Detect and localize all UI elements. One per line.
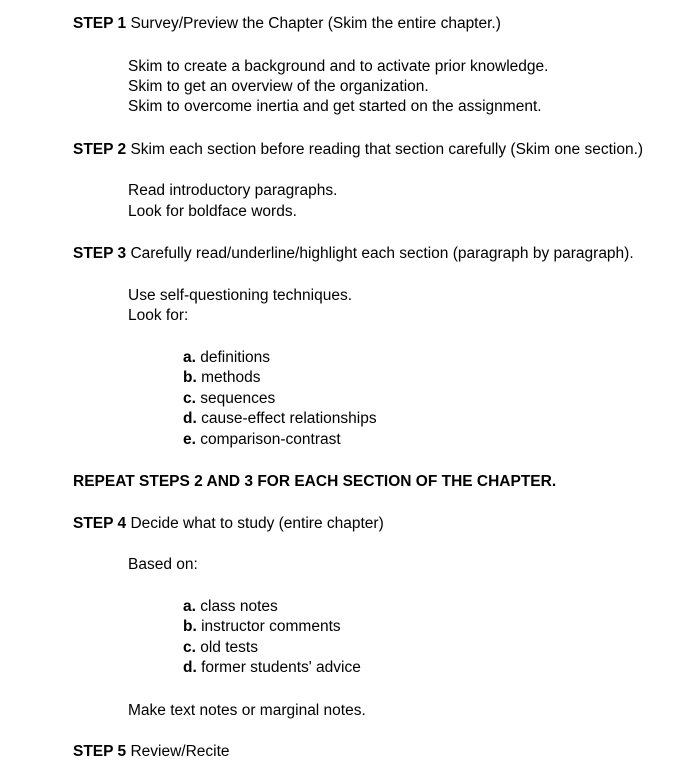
- sub-text: instructor comments: [196, 618, 341, 635]
- step-4-sub-d: [183, 658, 361, 678]
- sub-letter: b.: [183, 369, 197, 386]
- step-4-heading: [73, 514, 384, 534]
- step-1-item-2-text: Skim to get an overview of the organization.: [128, 78, 429, 95]
- step-3-sub-d: [183, 409, 377, 429]
- step-3-item-2: Look for:: [128, 307, 189, 324]
- step-1-label: STEP 1: [73, 15, 127, 32]
- step-2-heading: [73, 140, 643, 160]
- step-1-item-3: Skim to overcome inertia and get started on the assignment.: [128, 98, 542, 115]
- step-5-heading: [73, 742, 230, 762]
- step-2-item-2: Look for boldface words.: [128, 203, 297, 220]
- step-1-item-2[interactable]: [128, 77, 429, 97]
- step-3-item-1: Use self-questioning techniques.: [128, 287, 353, 304]
- sub-letter: d.: [183, 659, 197, 676]
- step-4-label: STEP 4: [73, 515, 127, 532]
- sub-text: sequences: [195, 390, 276, 407]
- sub-letter: c.: [183, 639, 196, 656]
- step-3-sub-e: [183, 430, 341, 450]
- sub-letter: b.: [183, 618, 197, 635]
- sub-letter: e.: [183, 431, 196, 448]
- step-3-sub-b: [183, 368, 261, 388]
- step-4-sub-a: [183, 597, 278, 617]
- repeat-text: REPEAT STEPS 2 AND 3 FOR EACH SECTION OF THE CHAPTER.: [73, 473, 557, 490]
- sub-text: class notes: [195, 598, 278, 615]
- step-2-label: STEP 2: [73, 141, 127, 158]
- step-1-item-1: Skim to create a background and to activate prior knowledge.: [128, 58, 549, 75]
- step-5-text: Review/Recite: [126, 743, 230, 760]
- step-3-heading: [73, 244, 634, 264]
- sub-text: former students' advice: [196, 659, 361, 676]
- step-3-sub-a: [183, 348, 270, 368]
- step-3-label: STEP 3: [73, 245, 127, 262]
- sub-text: old tests: [195, 639, 258, 656]
- sub-text: methods: [196, 369, 261, 386]
- sub-text: definitions: [195, 349, 271, 366]
- step-2-text: Skim each section before reading that section carefully (Skim one section.): [126, 141, 644, 158]
- step-4-based-on: Based on:: [128, 556, 198, 573]
- repeat-instruction: [73, 472, 556, 492]
- sub-letter: d.: [183, 410, 197, 427]
- step-4-text: Decide what to study (entire chapter): [126, 515, 384, 532]
- step-4-sub-c: [183, 638, 258, 658]
- sub-letter: a.: [183, 598, 196, 615]
- step-1-text: Survey/Preview the Chapter (Skim the entire chapter.): [126, 15, 501, 32]
- sub-text: cause-effect relationships: [196, 410, 377, 427]
- sub-letter: a.: [183, 349, 196, 366]
- step-1-heading: [73, 14, 501, 34]
- step-4-notes: Make text notes or marginal notes.: [128, 702, 366, 719]
- sub-text: comparison-contrast: [195, 431, 341, 448]
- step-4-sub-b: [183, 617, 341, 637]
- step-3-sub-c: [183, 389, 275, 409]
- step-5-label: STEP 5: [73, 743, 127, 760]
- step-2-item-1: Read introductory paragraphs.: [128, 182, 338, 199]
- sub-letter: c.: [183, 390, 196, 407]
- step-3-text: Carefully read/underline/highlight each section (paragraph by paragraph).: [126, 245, 634, 262]
